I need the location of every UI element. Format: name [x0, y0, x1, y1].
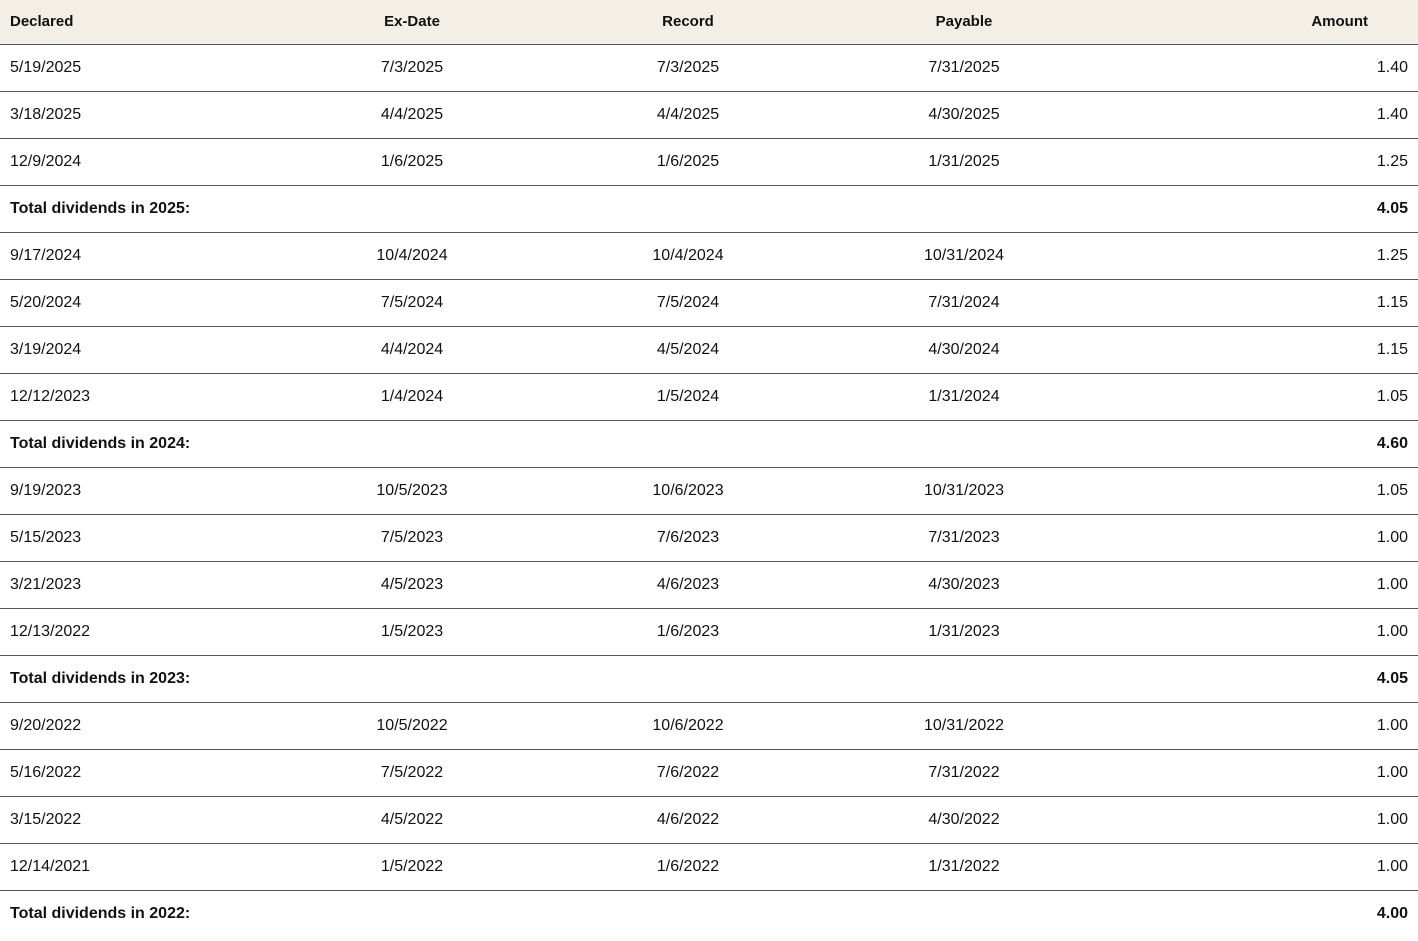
- cell-declared: 3/18/2025: [0, 91, 274, 138]
- table-row: [0, 843, 1418, 890]
- cell-amount: 1.05: [1102, 467, 1418, 514]
- empty-cell: [274, 420, 550, 467]
- cell-payable: 10/31/2024: [826, 232, 1102, 279]
- empty-cell: [550, 890, 826, 937]
- total-amount: 4.60: [1102, 420, 1418, 467]
- cell-payable: 10/31/2022: [826, 702, 1102, 749]
- total-amount: 4.00: [1376, 904, 1408, 922]
- cell-payable: 4/30/2023: [826, 561, 1102, 608]
- empty-cell: [550, 655, 826, 702]
- cell-declared: 12/9/2024: [0, 138, 274, 185]
- cell-declared: 12/14/2021: [0, 843, 274, 890]
- cell-amount: 1.25: [1102, 232, 1418, 279]
- cell-amount: 1.00: [1102, 514, 1418, 561]
- cell-ex-date: 7/3/2025: [274, 44, 550, 91]
- cell-declared: 9/17/2024: [0, 232, 274, 279]
- cell-amount: 1.40: [1102, 44, 1418, 91]
- empty-cell: [826, 420, 1102, 467]
- cell-ex-date: 7/5/2024: [274, 279, 550, 326]
- cell-amount: 1.00: [1102, 796, 1418, 843]
- cell-payable: 4/30/2024: [826, 326, 1102, 373]
- cell-record: 4/6/2023: [550, 561, 826, 608]
- cell-declared: 12/13/2022: [0, 608, 274, 655]
- total-label: Total dividends in 2022:: [10, 904, 191, 922]
- cell-declared: 3/21/2023: [0, 561, 274, 608]
- total-row: [0, 655, 1418, 702]
- table-row: [0, 467, 1418, 514]
- cell-ex-date: 7/5/2023: [274, 514, 550, 561]
- cell-declared: 9/19/2023: [0, 467, 274, 514]
- cell-ex-date: 10/5/2023: [274, 467, 550, 514]
- empty-cell: [826, 655, 1102, 702]
- cell-record: 4/4/2025: [550, 91, 826, 138]
- empty-cell: [274, 185, 550, 232]
- cell-record: 7/6/2022: [550, 749, 826, 796]
- cell-record: 1/6/2025: [550, 138, 826, 185]
- cell-payable: 10/31/2023: [826, 467, 1102, 514]
- cell-payable: 1/31/2025: [826, 138, 1102, 185]
- cell-amount: 1.15: [1102, 326, 1418, 373]
- total-row: [0, 420, 1418, 467]
- cell-record: 1/6/2022: [550, 843, 826, 890]
- cell-amount: 1.00: [1102, 843, 1418, 890]
- cell-declared: 5/20/2024: [0, 279, 274, 326]
- table-row: [0, 702, 1418, 749]
- cell-amount: 1.05: [1102, 373, 1418, 420]
- column-header-ex-date: Ex-Date: [274, 0, 550, 44]
- column-header-declared: Declared: [0, 0, 274, 44]
- table-row: [0, 373, 1418, 420]
- table-row: [0, 326, 1418, 373]
- cell-record: 7/3/2025: [550, 44, 826, 91]
- cell-payable: 1/31/2022: [826, 843, 1102, 890]
- total-label: Total dividends in 2025:: [0, 185, 274, 232]
- cell-amount: 1.00: [1102, 561, 1418, 608]
- cell-record: 1/6/2023: [550, 608, 826, 655]
- cell-declared: 12/12/2023: [0, 373, 274, 420]
- table-row: [0, 796, 1418, 843]
- cell-declared: 5/16/2022: [0, 749, 274, 796]
- table-row: [0, 279, 1418, 326]
- table-row: [0, 44, 1418, 91]
- table-header: [0, 0, 1418, 44]
- table-body: [0, 44, 1418, 937]
- cell-amount: 1.00: [1102, 702, 1418, 749]
- cell-ex-date: 1/5/2022: [274, 843, 550, 890]
- cell-declared: 3/19/2024: [0, 326, 274, 373]
- empty-cell: [274, 890, 550, 937]
- table-row: [0, 138, 1418, 185]
- table-header-row: [0, 0, 1418, 44]
- cell-amount: 1.40: [1102, 91, 1418, 138]
- table-row: [0, 749, 1418, 796]
- cell-payable: 4/30/2022: [826, 796, 1102, 843]
- cell-payable: 7/31/2025: [826, 44, 1102, 91]
- cell-ex-date: 4/5/2022: [274, 796, 550, 843]
- empty-cell: [826, 890, 1102, 937]
- cell-payable: 7/31/2023: [826, 514, 1102, 561]
- cell-record: 10/6/2022: [550, 702, 826, 749]
- table-row: [0, 232, 1418, 279]
- cell-ex-date: 1/6/2025: [274, 138, 550, 185]
- table-row: [0, 608, 1418, 655]
- empty-cell: [826, 185, 1102, 232]
- cell-ex-date: 10/4/2024: [274, 232, 550, 279]
- cell-payable: 1/31/2023: [826, 608, 1102, 655]
- empty-cell: [550, 420, 826, 467]
- cell-record: 7/5/2024: [550, 279, 826, 326]
- cell-ex-date: 1/4/2024: [274, 373, 550, 420]
- empty-cell: [274, 655, 550, 702]
- cell-declared: 3/15/2022: [0, 796, 274, 843]
- cell-amount: 1.25: [1102, 138, 1418, 185]
- empty-cell: [550, 185, 826, 232]
- total-label: Total dividends in 2023:: [0, 655, 274, 702]
- total-label: Total dividends in 2024:: [0, 420, 274, 467]
- cell-record: 7/6/2023: [550, 514, 826, 561]
- cell-ex-date: 10/5/2022: [274, 702, 550, 749]
- table-row: [0, 561, 1418, 608]
- cell-declared: 5/19/2025: [0, 44, 274, 91]
- cell-record: 1/5/2024: [550, 373, 826, 420]
- total-row: [0, 185, 1418, 232]
- cell-payable: 7/31/2024: [826, 279, 1102, 326]
- cell-ex-date: 4/4/2025: [274, 91, 550, 138]
- cell-declared: 9/20/2022: [0, 702, 274, 749]
- cell-declared: 5/15/2023: [0, 514, 274, 561]
- table-row: [0, 91, 1418, 138]
- total-row: [0, 890, 1418, 937]
- column-header-payable: Payable: [826, 0, 1102, 44]
- cell-payable: 1/31/2024: [826, 373, 1102, 420]
- cell-record: 4/5/2024: [550, 326, 826, 373]
- cell-amount: 1.00: [1102, 749, 1418, 796]
- column-header-record: Record: [550, 0, 826, 44]
- total-amount: 4.05: [1102, 655, 1418, 702]
- table-row: [0, 514, 1418, 561]
- cell-record: 4/6/2022: [550, 796, 826, 843]
- cell-payable: 7/31/2022: [826, 749, 1102, 796]
- column-header-amount: Amount: [1102, 0, 1418, 44]
- cell-ex-date: 7/5/2022: [274, 749, 550, 796]
- cell-ex-date: 4/5/2023: [274, 561, 550, 608]
- cell-amount: 1.15: [1102, 279, 1418, 326]
- total-amount: 4.05: [1102, 185, 1418, 232]
- cell-ex-date: 4/4/2024: [274, 326, 550, 373]
- cell-record: 10/6/2023: [550, 467, 826, 514]
- cell-ex-date: 1/5/2023: [274, 608, 550, 655]
- cell-record: 10/4/2024: [550, 232, 826, 279]
- cell-amount: 1.00: [1102, 608, 1418, 655]
- cell-payable: 4/30/2025: [826, 91, 1102, 138]
